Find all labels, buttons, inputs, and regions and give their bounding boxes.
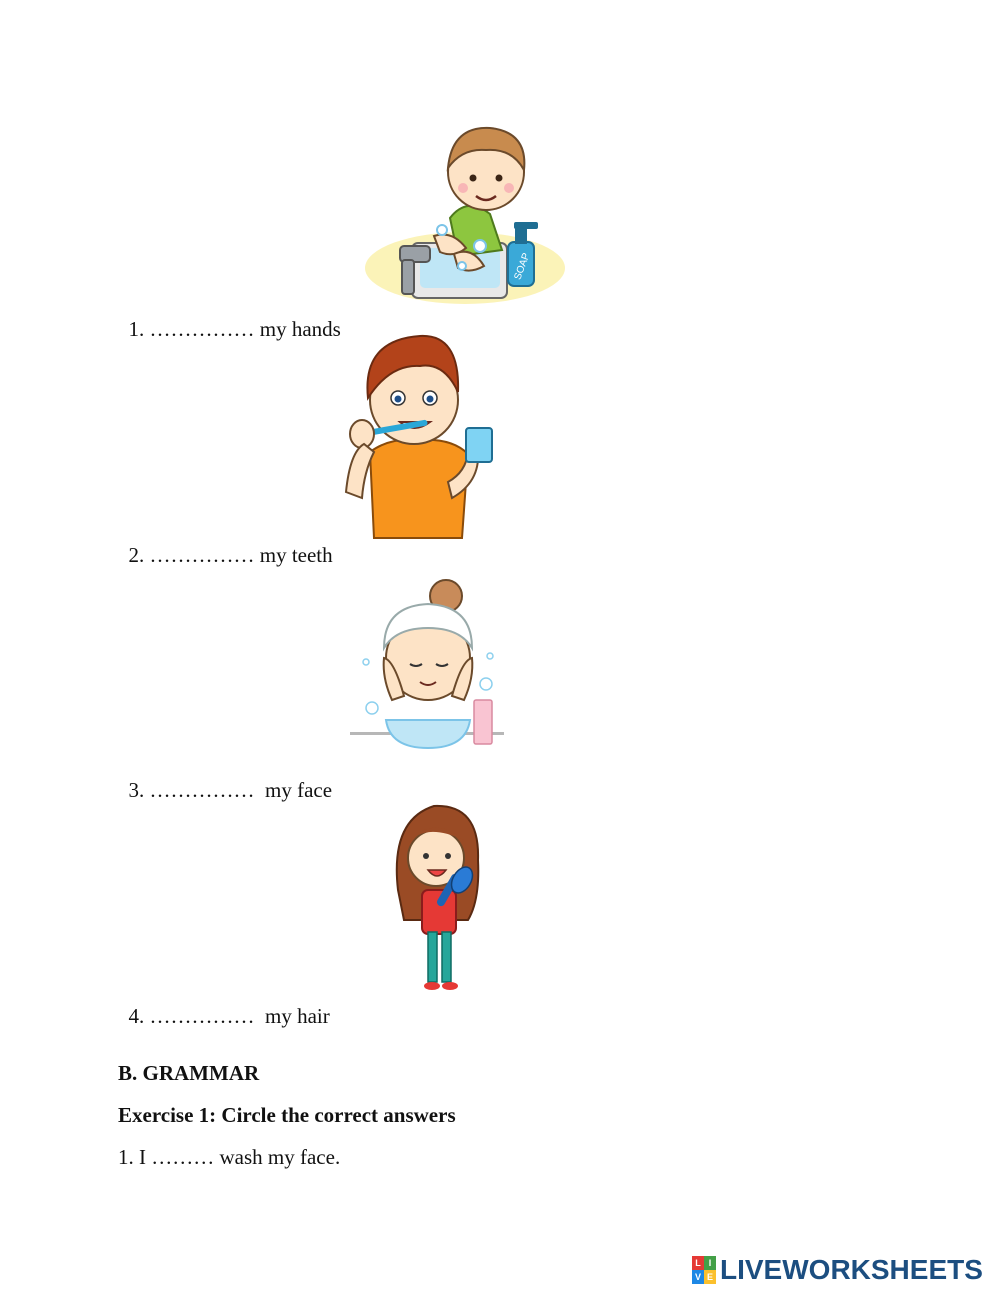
answer-blank[interactable]: ……………: [149, 543, 255, 567]
item-text: my hands: [259, 317, 341, 341]
answer-blank[interactable]: ……………: [149, 778, 255, 802]
exercise-title: Exercise 1: Circle the correct answers: [118, 1103, 456, 1127]
exercise-item-1: [118, 292, 341, 342]
answer-blank[interactable]: ……………: [149, 317, 255, 341]
grammar-question-1: 1. I ……… wash my face.: [118, 1145, 341, 1169]
boy-washing-hands-icon: [362, 118, 568, 314]
exercise-item-3: [118, 753, 332, 803]
svg-text:SOAP: SOAP: [512, 251, 533, 282]
logo-mark-icon: L I V E: [692, 1256, 716, 1284]
liveworksheets-logo: [692, 1252, 983, 1288]
logo-text: LIVEWORKSHEETS: [720, 1254, 983, 1285]
item-text: my face: [259, 778, 333, 802]
answer-blank[interactable]: ……………: [149, 1004, 255, 1028]
item-text: my teeth: [259, 543, 333, 567]
item-number: 4.: [128, 1004, 145, 1028]
section-title: B. GRAMMAR: [118, 1061, 260, 1085]
boy-brushing-teeth-icon: [340, 332, 500, 542]
girl-washing-face-icon: [348, 578, 508, 750]
item-number: 2.: [128, 543, 145, 567]
item-number: 3.: [128, 778, 145, 802]
exercise-item-4: [118, 979, 330, 1029]
item-text: my hair: [259, 1004, 330, 1028]
girl-brushing-hair-icon: [388, 800, 484, 994]
exercise-item-2: [118, 518, 333, 568]
item-number: 1.: [128, 317, 145, 341]
